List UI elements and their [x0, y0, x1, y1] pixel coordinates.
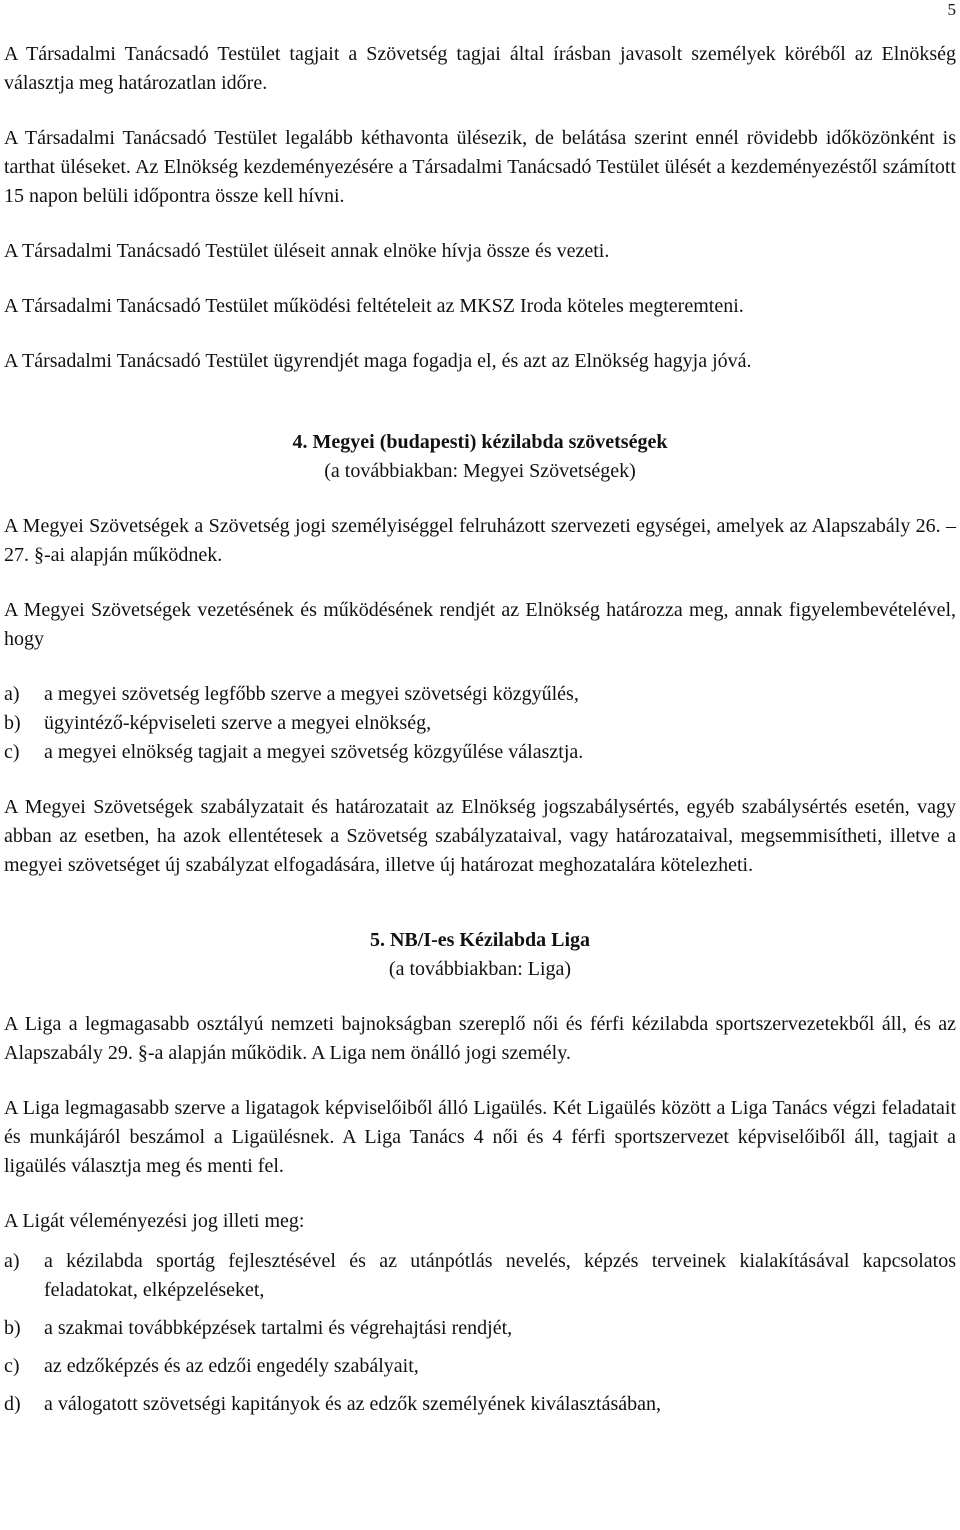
- list-item-text: az edzőképzés és az edzői engedély szabályait,: [44, 1355, 419, 1377]
- list-item-text: ügyintéző-képviseleti szerve a megyei elnökség,: [44, 712, 432, 734]
- section-heading-4: [4, 428, 956, 486]
- list-marker: b): [4, 1317, 21, 1339]
- page-number: 5: [947, 0, 956, 19]
- list-item-text: a megyei szövetség legfőbb szerve a megyei szövetségi közgyűlés,: [44, 683, 579, 705]
- section-subtitle: (a továbbiakban: Megyei Szövetségek): [324, 460, 636, 482]
- list-marker: a): [4, 683, 20, 705]
- section-heading-5: [4, 926, 956, 984]
- list-item: [4, 1352, 956, 1381]
- list-item-text: a kézilabda sportág fejlesztésével és az utánpótlás nevelés, képzés terveinek kialakításával kapcsolatos feladatokat, elképzeléseket,: [44, 1250, 956, 1301]
- list-item-text: a megyei elnökség tagjait a megyei szövetség közgyűlése választja.: [44, 741, 584, 763]
- list: [4, 1247, 956, 1419]
- list-marker: c): [4, 741, 20, 763]
- paragraph: A Társadalmi Tanácsadó Testület üléseit annak elnöke hívja össze és vezeti.: [4, 240, 610, 262]
- list-item: [4, 680, 956, 709]
- list-marker: d): [4, 1393, 21, 1415]
- list-item-text: a szakmai továbbképzések tartalmi és végrehajtási rendjét,: [44, 1317, 513, 1339]
- section-title: 4. Megyei (budapesti) kézilabda szövetségek: [292, 431, 668, 453]
- list-marker: c): [4, 1355, 20, 1377]
- paragraph: A Társadalmi Tanácsadó Testület legalább kéthavonta ülésezik, de belátása szerint ennél rövidebb időközönként is tarthat üléseket. Az Elnökség kezdeményezésére a Társadalmi Tanácsadó Testület ülését a kezdeményezéstől számított 15 napon belüli időpontra össze kell hívni.: [4, 127, 956, 207]
- paragraph: A Társadalmi Tanácsadó Testület tagjait a Szövetség tagjai által írásban javasolt személyek köréből az Elnökség választja meg határozatlan időre.: [4, 43, 956, 94]
- paragraph: A Társadalmi Tanácsadó Testület működési feltételeit az MKSZ Iroda köteles megteremteni.: [4, 295, 744, 317]
- section-title: 5. NB/I-es Kézilabda Liga: [369, 929, 590, 951]
- list: [4, 680, 956, 767]
- section-subtitle: (a továbbiakban: Liga): [388, 958, 572, 980]
- list-item-text: a válogatott szövetségi kapitányok és az edzők személyének kiválasztásában,: [44, 1393, 661, 1415]
- list-marker: a): [4, 1250, 20, 1272]
- list-item: [4, 1390, 956, 1419]
- list-marker: b): [4, 712, 21, 734]
- paragraph: A Liga a legmagasabb osztályú nemzeti bajnokságban szereplő női és férfi kézilabda sportszervezetekből áll, és az Alapszabály 29. §-a alapján működik. A Liga nem önálló jogi személy.: [4, 1013, 956, 1064]
- paragraph: A Megyei Szövetségek szabályzatait és határozatait az Elnökség jogszabálysértés, egyéb szabálysértés esetén, vagy abban az esetben, ha azok ellentétesek a Szövetség szabályzataival, vagy határozataival, megsemmisítheti, illetve a megyei szövetséget új szabályzat elfogadására, illetve új határozat meghozatalára kötelezheti.: [4, 796, 956, 876]
- list-item: [4, 1314, 956, 1343]
- paragraph: A Megyei Szövetségek a Szövetség jogi személyiséggel felruházott szervezeti egységei, amelyek az Alapszabály 26. – 27. §-ai alapján működnek.: [4, 515, 956, 566]
- list-item: [4, 1247, 956, 1305]
- paragraph: A Megyei Szövetségek vezetésének és működésének rendjét az Elnökség határozza meg, annak figyelembevételével, hogy: [4, 599, 956, 650]
- paragraph: A Ligát véleményezési jog illeti meg:: [4, 1210, 305, 1232]
- document-body: [4, 40, 956, 1445]
- list-item: [4, 709, 956, 738]
- list-item: [4, 738, 956, 767]
- paragraph: A Liga legmagasabb szerve a ligatagok képviselőiből álló Ligaülés. Két Ligaülés között a Liga Tanács végzi feladatait és munkájáról beszámol a Ligaülésnek. A Liga Tanács 4 női és 4 férfi sportszervezet képviselőiből áll, tagjait a ligaülés választja meg és menti fel.: [4, 1097, 956, 1177]
- paragraph: A Társadalmi Tanácsadó Testület ügyrendjét maga fogadja el, és azt az Elnökség hagyja jóvá.: [4, 350, 752, 372]
